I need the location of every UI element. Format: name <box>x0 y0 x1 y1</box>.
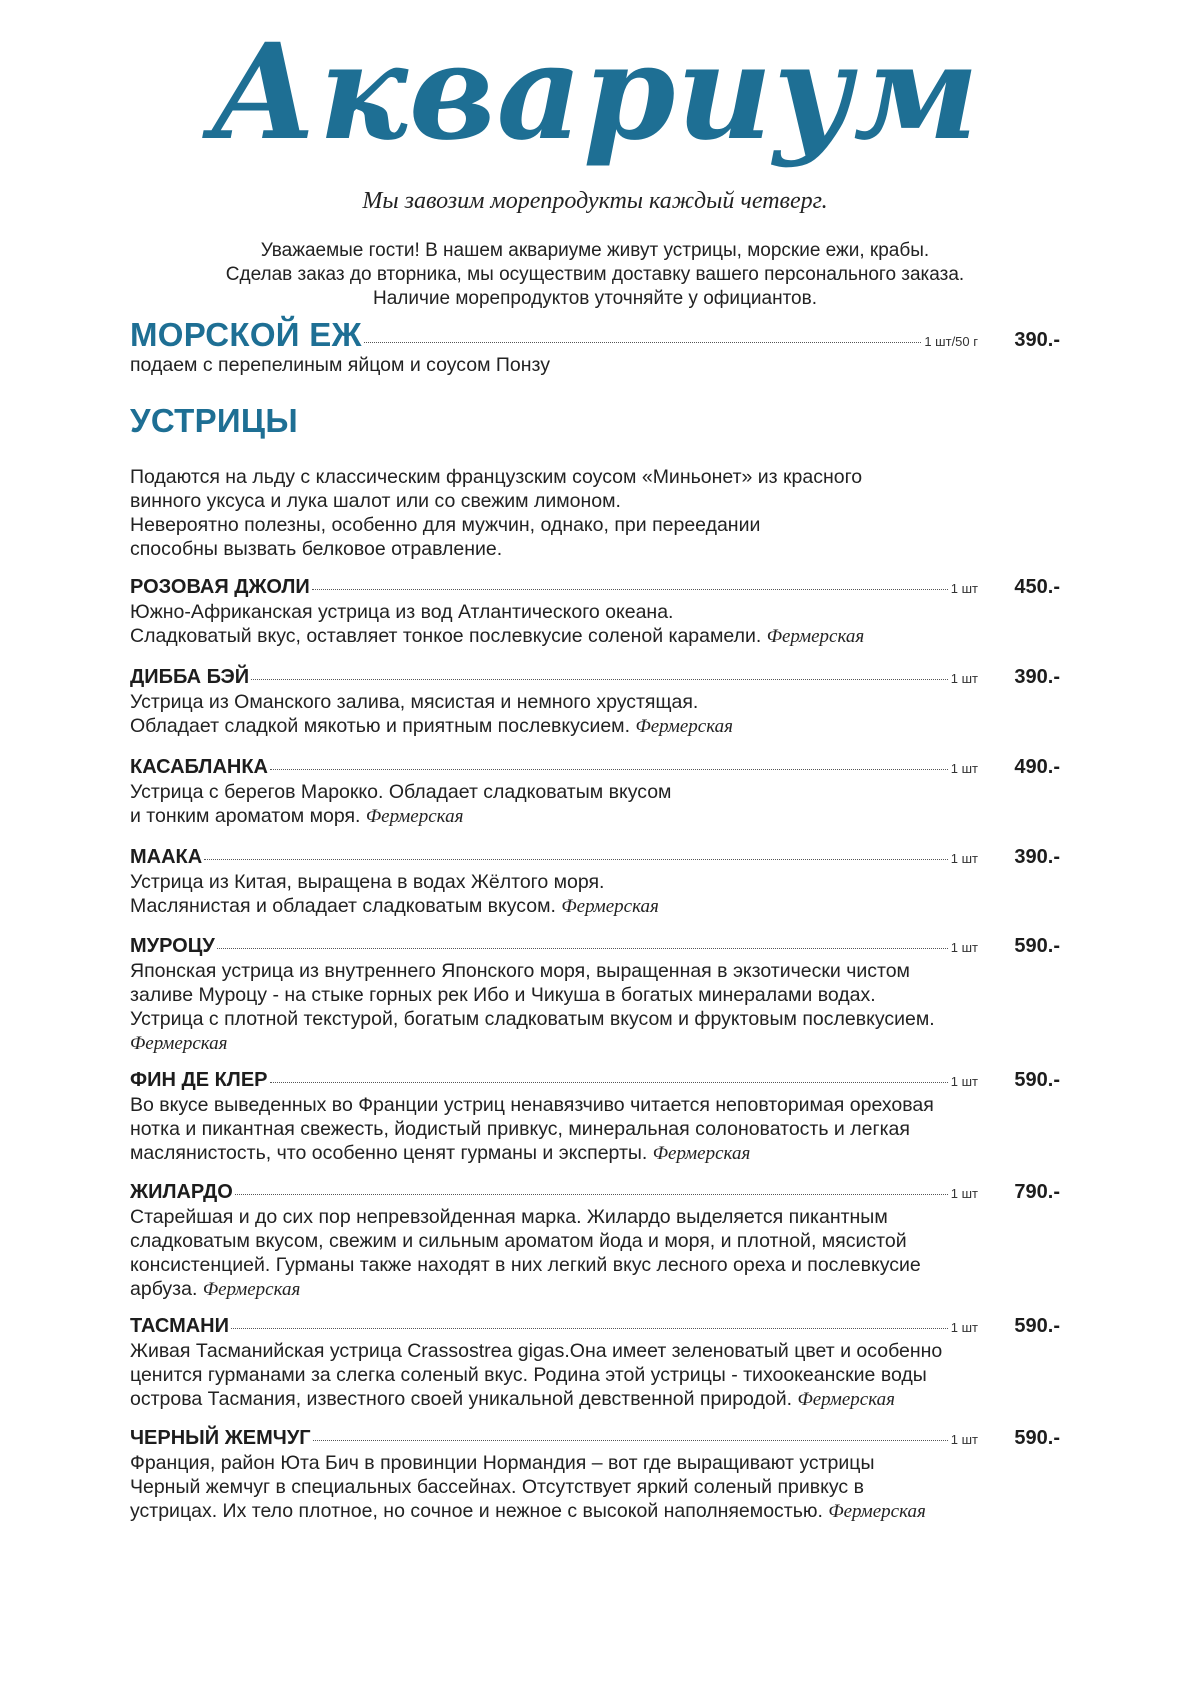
oyster-description-line <box>130 1253 1060 1277</box>
oyster-item <box>130 666 1060 739</box>
oyster-unit: 1 шт <box>950 1320 978 1335</box>
oyster-description-text: Франция, район Юта Бич в провинции Нормандия – вот где выращивают устрицы <box>130 1452 875 1474</box>
oyster-name: МУРОЦУ <box>130 935 215 957</box>
oyster-description-line <box>130 1475 1060 1499</box>
oyster-price: 790.- <box>1014 1181 1060 1203</box>
dot-leader <box>313 1440 948 1441</box>
oyster-item-header <box>130 1181 1060 1204</box>
oyster-name: ФИН ДЕ КЛЕР <box>130 1069 268 1091</box>
oyster-item <box>130 1069 1060 1166</box>
oyster-description-line <box>130 1339 1060 1363</box>
oyster-item <box>130 756 1060 829</box>
farm-tag: Фермерская <box>365 806 464 827</box>
oyster-description-line <box>130 1277 1060 1302</box>
oyster-description <box>130 690 1060 739</box>
oyster-description <box>130 600 1060 649</box>
oyster-description-text: устрицах. Их тело плотное, но сочное и нежное с высокой наполняемостью. <box>130 1500 823 1522</box>
oyster-description <box>130 780 1060 829</box>
oyster-item-header <box>130 1069 1060 1092</box>
oyster-description <box>130 870 1060 919</box>
oyster-price: 590.- <box>1014 1315 1060 1337</box>
oyster-description-line <box>130 600 1060 624</box>
oyster-description-text: заливе Муроцу - на стыке горных рек Ибо и Чикуша в богатых минералами водах. <box>130 984 876 1006</box>
dot-leader <box>364 342 922 343</box>
oyster-description-text: Обладает сладкой мякотью и приятным послевкусием. <box>130 715 631 737</box>
sea-urchin-title: МОРСКОЙ ЕЖ <box>130 316 362 353</box>
oyster-price: 590.- <box>1014 1427 1060 1449</box>
oyster-description-line <box>130 1141 1060 1166</box>
oyster-description-text: Сладковатый вкус, оставляет тонкое послевкусие соленой карамели. <box>130 625 762 647</box>
farm-tag: Фермерская <box>797 1389 895 1410</box>
oyster-unit: 1 шт <box>950 1186 978 1201</box>
oyster-item-header <box>130 935 1060 958</box>
oyster-name: КАСАБЛАНКА <box>130 756 268 778</box>
farm-tag: Фермерская <box>202 1279 301 1300</box>
oyster-description-line <box>130 1387 1060 1412</box>
oyster-description <box>130 1093 1060 1166</box>
oyster-item <box>130 1427 1060 1524</box>
dot-leader <box>231 1328 948 1329</box>
oyster-description-line <box>130 1363 1060 1387</box>
menu-subtitle: Мы завозим морепродукты каждый четверг. <box>362 188 828 214</box>
oyster-description-line <box>130 1205 1060 1229</box>
oyster-item-header <box>130 666 1060 689</box>
oyster-description-line <box>130 1499 1060 1524</box>
oyster-description-line <box>130 780 1060 804</box>
oyster-unit: 1 шт <box>950 851 978 866</box>
oyster-item <box>130 1181 1060 1302</box>
oysters-description-line: винного уксуса и лука шалот или со свежим лимоном. <box>130 490 621 512</box>
oyster-description-line <box>130 804 1060 829</box>
oyster-price: 590.- <box>1014 1069 1060 1091</box>
oyster-description-line <box>130 1007 1060 1031</box>
oyster-price: 390.- <box>1014 846 1060 868</box>
oyster-description-line <box>130 1093 1060 1117</box>
oyster-description-text: Черный жемчуг в специальных бассейнах. Отсутствует яркий соленый привкус в <box>130 1476 864 1498</box>
oysters-header <box>130 402 1060 440</box>
farm-tag: Фермерская <box>652 1143 751 1164</box>
oyster-item-header <box>130 756 1060 779</box>
oyster-name: ТАСМАНИ <box>130 1315 230 1337</box>
oyster-unit: 1 шт <box>950 761 978 776</box>
oyster-description-text: Устрица из Оманского залива, мясистая и немного хрустящая. <box>130 691 699 713</box>
oyster-unit: 1 шт <box>950 671 978 686</box>
oyster-price: 590.- <box>1014 935 1060 957</box>
oyster-price: 490.- <box>1014 756 1060 778</box>
dot-leader <box>312 589 948 590</box>
oyster-unit: 1 шт <box>950 1432 978 1447</box>
oyster-description-text: Во вкусе выведенных во Франции устриц ненавязчиво читается неповторимая ореховая <box>130 1094 934 1116</box>
oyster-item <box>130 576 1060 649</box>
dot-leader <box>251 679 948 680</box>
oyster-description-line <box>130 983 1060 1007</box>
oyster-item <box>130 935 1060 1056</box>
dot-leader <box>270 1082 948 1083</box>
oysters-title: УСТРИЦЫ <box>130 402 298 439</box>
oyster-description-line <box>130 1117 1060 1141</box>
oyster-item-header <box>130 846 1060 869</box>
oyster-description-text: и тонким ароматом моря. <box>130 805 361 827</box>
oyster-unit: 1 шт <box>950 1074 978 1089</box>
oyster-description-text: Японская устрица из внутреннего Японского моря, выращенная в экзотически чистом <box>130 960 910 982</box>
oyster-name: ЧЕРНЫЙ ЖЕМЧУГ <box>130 1427 311 1449</box>
oyster-description-text: Маслянистая и обладает сладковатым вкусом. <box>130 895 556 917</box>
sea-urchin-description: подаем с перепелиным яйцом и соусом Понзу <box>130 354 551 376</box>
oyster-description-line <box>130 1229 1060 1253</box>
oyster-name: РОЗОВАЯ ДЖОЛИ <box>130 576 310 598</box>
oysters-description-line: Подаются на льду с классическим французским соусом «Миньонет» из красного <box>130 466 863 488</box>
sea-urchin-header <box>130 316 1060 354</box>
oyster-item <box>130 1315 1060 1412</box>
oyster-description-line <box>130 1451 1060 1475</box>
oyster-description-text: острова Тасмания, известного своей уникальной девственной природой. <box>130 1388 793 1410</box>
oyster-description-text: Живая Тасманийская устрица Crassostrea gigas.Она имеет зеленоватый цвет и особенно <box>130 1340 943 1362</box>
oysters-description-line: Невероятно полезны, особенно для мужчин, однако, при переедании <box>130 514 761 536</box>
oyster-description-line <box>130 690 1060 714</box>
dot-leader <box>270 769 948 770</box>
intro-text <box>0 239 1190 311</box>
oyster-description-text: сладковатым вкусом, свежим и сильным ароматом йода и моря, и плотной, мясистой <box>130 1230 907 1252</box>
dot-leader <box>204 859 948 860</box>
sea-urchin-unit: 1 шт/50 г <box>924 334 978 349</box>
oyster-name: МААКА <box>130 846 203 868</box>
dot-leader <box>235 1194 948 1195</box>
farm-tag: Фермерская <box>130 1033 228 1054</box>
oyster-description-line <box>130 894 1060 919</box>
oyster-description-text: Устрица из Китая, выращена в водах Жёлтого моря. <box>130 871 605 893</box>
intro-line: Сделав заказ до вторника, мы осуществим доставку вашего персонального заказа. <box>225 264 965 285</box>
oyster-description-text: консистенцией. Гурманы также находят в них легкий вкус лесного ореха и послевкусие <box>130 1254 921 1276</box>
oyster-item-header <box>130 1427 1060 1450</box>
oyster-price: 390.- <box>1014 666 1060 688</box>
oyster-price: 450.- <box>1014 576 1060 598</box>
oyster-description-line <box>130 870 1060 894</box>
oyster-description-text: маслянистость, что особенно ценят гурманы и эксперты. <box>130 1142 648 1164</box>
oyster-item-header <box>130 1315 1060 1338</box>
oyster-description-text: Южно-Африканская устрица из вод Атлантического океана. <box>130 601 674 623</box>
oyster-description-line <box>130 959 1060 983</box>
farm-tag: Фермерская <box>766 626 865 647</box>
farm-tag: Фермерская <box>635 716 733 737</box>
oyster-description-text: Устрица с плотной текстурой, богатым сладковатым вкусом и фруктовым послевкусием. <box>130 1008 935 1030</box>
oyster-unit: 1 шт <box>950 940 978 955</box>
oyster-unit: 1 шт <box>950 581 978 596</box>
oysters-description-line: способны вызвать белковое отравление. <box>130 538 503 560</box>
menu-title: Аквариум <box>210 15 980 170</box>
oyster-name: ДИББА БЭЙ <box>130 666 250 688</box>
farm-tag: Фермерская <box>828 1501 926 1522</box>
oyster-description-text: арбуза. <box>130 1278 198 1300</box>
oyster-item-header <box>130 576 1060 599</box>
intro-line: Уважаемые гости! В нашем аквариуме живут устрицы, морские ежи, крабы. <box>260 240 930 261</box>
oyster-description <box>130 1451 1060 1524</box>
sea-urchin-price: 390.- <box>1014 329 1060 351</box>
oyster-description-text: Старейшая и до сих пор непревзойденная марка. Жилардо выделяется пикантным <box>130 1206 888 1228</box>
oysters-description <box>130 465 1080 561</box>
oyster-description <box>130 1339 1060 1412</box>
oyster-description-line <box>130 714 1060 739</box>
oyster-item <box>130 846 1060 919</box>
dot-leader <box>217 948 948 949</box>
oyster-description-text: ценится гурманами за слегка соленый вкус. Родина этой устрицы - тихоокеанские воды <box>130 1364 927 1386</box>
oyster-description-line <box>130 624 1060 649</box>
farm-tag: Фермерская <box>561 896 659 917</box>
oyster-description-line <box>130 1031 1060 1056</box>
oyster-description <box>130 959 1060 1056</box>
oyster-description-text: нотка и пикантная свежесть, йодистый привкус, минеральная солоноватость и легкая <box>130 1118 910 1140</box>
oyster-description <box>130 1205 1060 1302</box>
oyster-description-text: Устрица с берегов Марокко. Обладает сладковатым вкусом <box>130 781 672 803</box>
intro-line: Наличие морепродуктов уточняйте у официантов. <box>373 288 817 309</box>
oyster-name: ЖИЛАРДО <box>130 1181 233 1203</box>
